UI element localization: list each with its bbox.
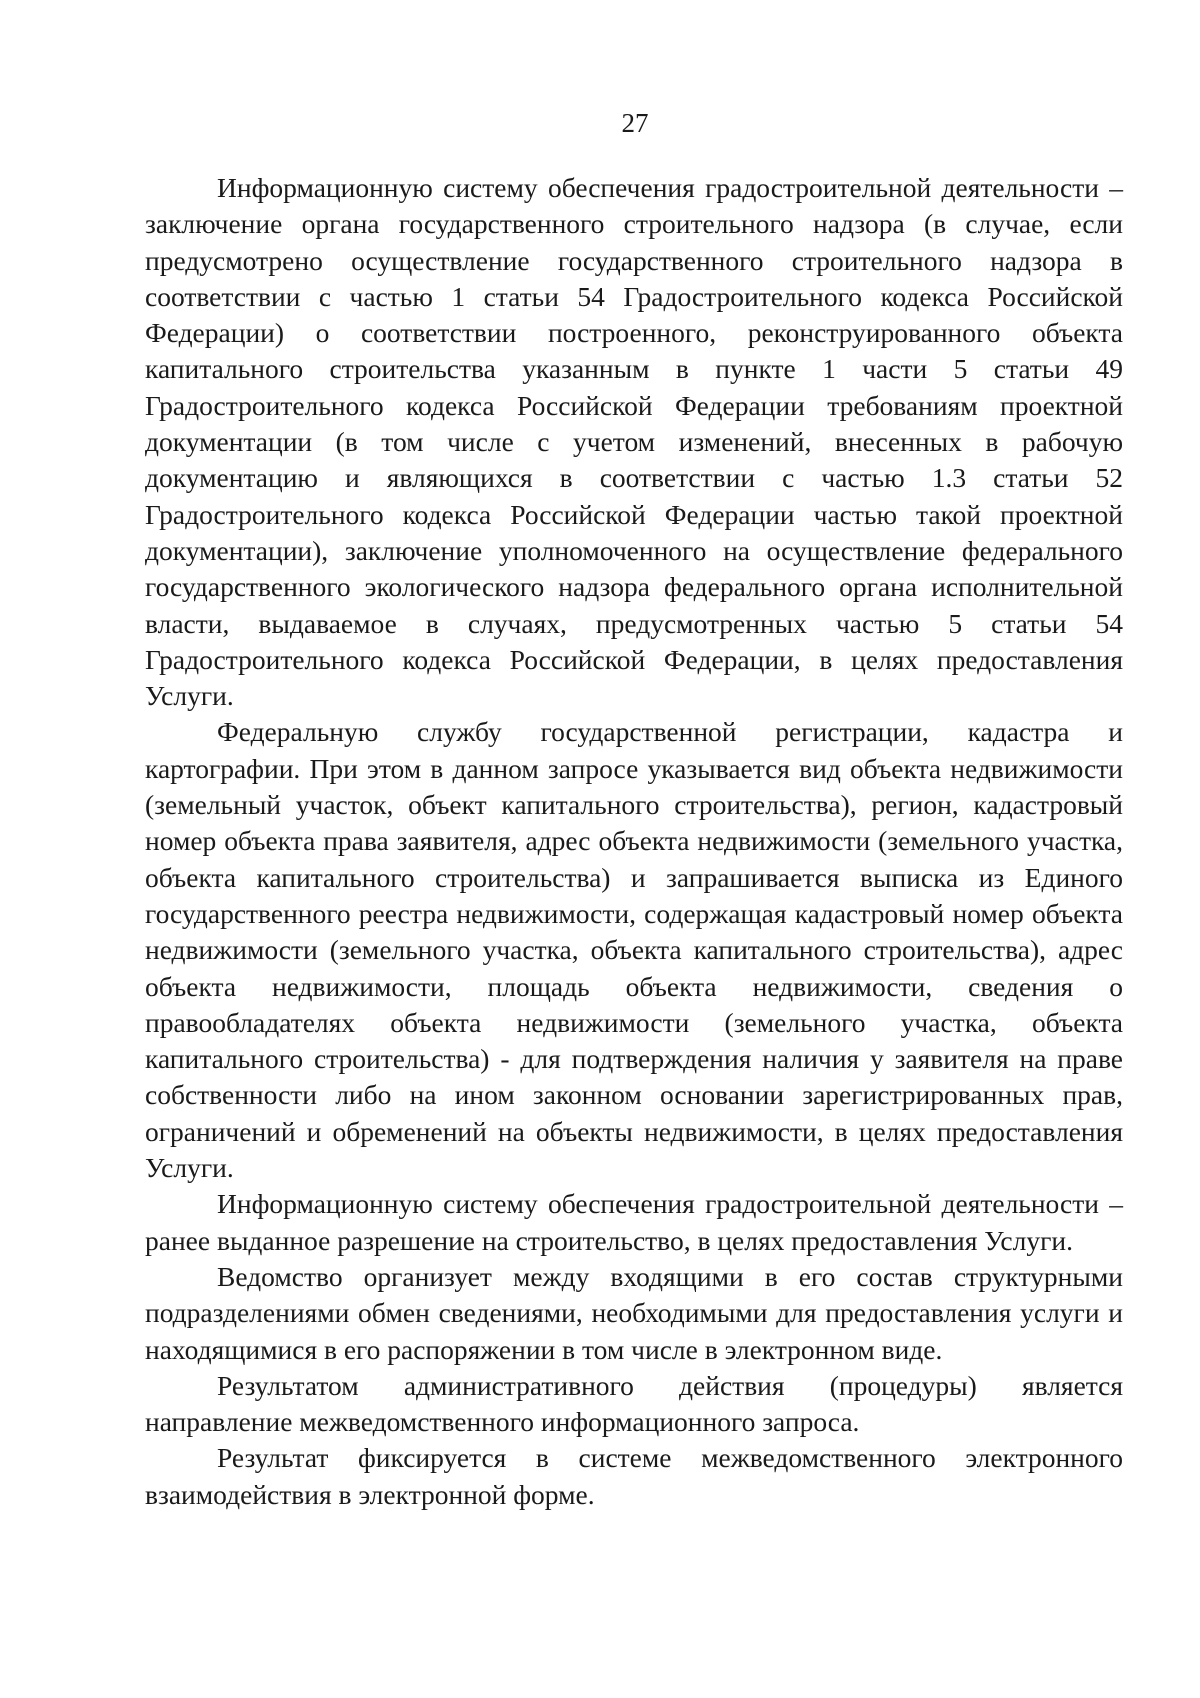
paragraph-isogd-building-permit: Информационную систему обеспечения градостроительной деятельности – ранее выданное разрешение на строительство, в целях предоставления Услуги. (145, 1188, 1123, 1256)
paragraph-internal-exchange: Ведомство организует между входящими в его состав структурными подразделениями обмен сведениями, необходимыми для предоставления услуги и находящимися в его распоряжении в том числе в электронном виде. (145, 1260, 1123, 1365)
paragraph-result-recording: Результат фиксируется в системе межведомственного электронного взаимодействия в электронной форме. (145, 1442, 1123, 1510)
paragraph-action-result: Результатом административного действия (процедуры) является направление межведомственного информационного запроса. (145, 1369, 1123, 1438)
paragraph-isogd-building-supervision: Информационную систему обеспечения градостроительной деятельности – заключение органа государственного строительного надзора (в случае, если предусмотрено осуществление государственного строительного надзора в соответствии с частью 1 статьи 54 Градостроительного кодекса Российской Федерации) о соответствии построенного, реконструированного объекта капитального строительства указанным в пункте 1 части 5 статьи 49 Градостроительного кодекса Российской Федерации требованиям проектной документации (в том числе с учетом изменений, внесенных в рабочую документацию и являющихся в соответствии с частью 1.3 статьи 52 Градостроительного кодекса Российской Федерации частью такой проектной документации), заключение уполномоченного на осуществление федерального государственного экологического надзора федерального органа исполнительной власти, выдаваемое в случаях, предусмотренных частью 5 статьи 54 Градостроительного кодекса Российской Федерации, в целях предоставления Услуги. (145, 172, 1123, 712)
paragraph-rosreestr-request: Федеральную службу государственной регистрации, кадастра и картографии. При этом в данном запросе указывается вид объекта недвижимости (земельный участок, объект капитального строительства), регион, кадастровый номер объекта права заявителя, адрес объекта недвижимости (земельного участка, объекта капитального строительства) и запрашивается выписка из Единого государственного реестра недвижимости, содержащая кадастровый номер объекта недвижимости (земельного участка, объекта капитального строительства), адрес объекта недвижимости, площадь объекта недвижимости, сведения о правообладателях объекта недвижимости (земельного участка, объекта капитального строительства) - для подтверждения наличия у заявителя на праве собственности либо на ином законном основании зарегистрированных прав, ограничений и обременений на объекты недвижимости, в целях предоставления Услуги. (145, 716, 1123, 1184)
document-body (145, 170, 1123, 1513)
page-number: 27 (621, 108, 649, 138)
